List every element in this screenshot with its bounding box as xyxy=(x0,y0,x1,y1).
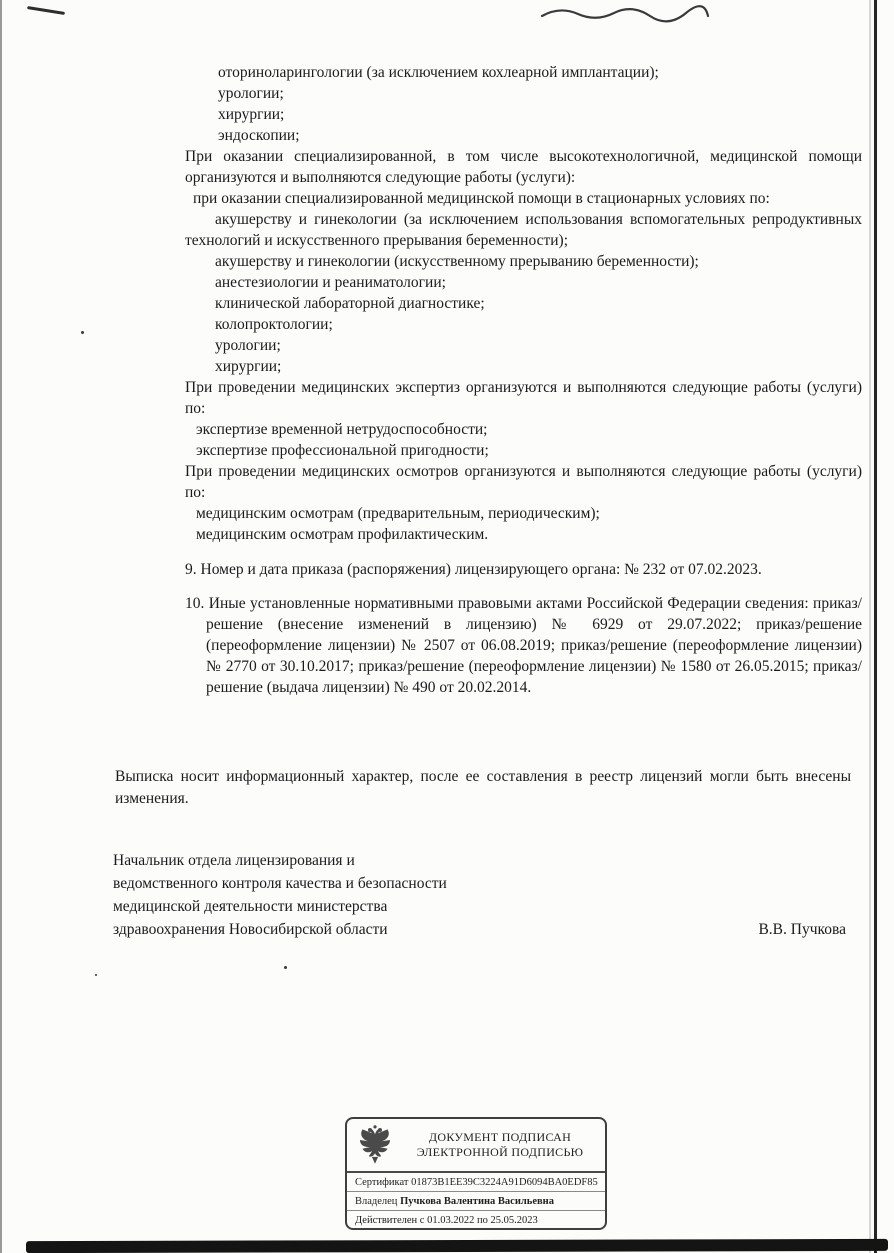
signer-position-line: медицинской деятельности министерства xyxy=(113,898,388,915)
list-item: экспертизе профессиональной пригодности; xyxy=(196,442,489,459)
list-item: эндоскопии; xyxy=(218,127,300,144)
scan-speck xyxy=(81,331,84,334)
service-list-top xyxy=(185,62,862,146)
scan-edge-left xyxy=(0,0,2,1253)
stamp-certificate-label: Сертификат xyxy=(355,1176,409,1188)
stamp-owner-value: Пучкова Валентина Васильевна xyxy=(400,1195,554,1207)
scan-edge-shadow-right xyxy=(869,0,871,1253)
service-list-examinations xyxy=(185,503,862,545)
scan-edge-right xyxy=(874,0,877,1253)
signature-block xyxy=(113,849,846,941)
signer-name: В.В. Пучкова xyxy=(758,921,846,938)
list-item: урологии; xyxy=(218,85,284,102)
stamp-title-line: ЭЛЕКТРОННОЙ ПОДПИСЬЮ xyxy=(416,1145,584,1159)
stamp-validity-value: с 01.03.2022 по 25.05.2023 xyxy=(419,1214,538,1226)
digital-signature-stamp xyxy=(345,1117,607,1230)
stamp-owner-row xyxy=(347,1191,605,1210)
stamp-title xyxy=(403,1130,597,1160)
list-item: хирургии; xyxy=(215,358,282,375)
list-item: клинической лабораторной диагностике; xyxy=(215,295,485,312)
list-item: акушерству и гинекологии (искусственному прерыванию беременности); xyxy=(215,253,699,270)
paragraph-specialized-care: При оказании специализированной, в том числе высокотехнологичной, медицинской помощи организуются и выполняются следующие работы (услуги): xyxy=(185,148,862,186)
list-item: медицинским осмотрам (предварительным, периодическим); xyxy=(196,505,600,522)
stamp-certificate-row xyxy=(347,1173,605,1191)
paragraph-medical-expertise: При проведении медицинских экспертиз организуются и выполняются следующие работы (услуги) по: xyxy=(185,379,862,417)
scan-artifact-squiggle xyxy=(540,3,710,25)
list-item: экспертизе временной нетрудоспособности; xyxy=(196,421,488,438)
stamp-details xyxy=(347,1171,605,1230)
stamp-validity-row xyxy=(347,1210,605,1229)
signer-position-line: Начальник отдела лицензирования и xyxy=(113,852,355,869)
clause-10-other-info: 10. Иные установленные нормативными правовыми актами Российской Федерации сведения: приказ/решение (внесение изменений в лицензию) № 6929 от 29.07.2022; приказ/решение (переоформление лицензии) № 2507 от 06.08.2019; приказ/решение (переоформление лицензии) № 2770 от 30.10.2017; приказ/решение (переоформление лицензии) № 1580 от 26.05.2015; приказ/решение (выдача лицензии) № 490 от 20.02.2014. xyxy=(185,595,862,696)
list-item: урологии; xyxy=(215,337,281,354)
list-item: акушерству и гинекологии (за исключением использования вспомогательных репродуктивных технологий и искусственного прерывания беременности); xyxy=(185,211,862,249)
stamp-owner-label: Владелец xyxy=(355,1195,398,1207)
list-item: оториноларингологии (за исключением кохлеарной имплантации); xyxy=(218,64,659,81)
coat-of-arms-icon xyxy=(355,1124,395,1166)
paragraph-inpatient-care: при оказании специализированной медицинской помощи в стационарных условиях по: xyxy=(193,190,770,207)
scan-speck xyxy=(95,974,97,976)
stamp-validity-label: Действителен xyxy=(355,1214,418,1226)
scan-artifact-mark xyxy=(27,6,65,15)
stamp-title-line: ДОКУМЕНТ ПОДПИСАН xyxy=(428,1130,572,1144)
stamp-header xyxy=(347,1119,605,1171)
list-item: колопроктологии; xyxy=(215,316,333,333)
stamp-certificate-value: 01873B1EE39C3224A91D6094BA0EDF85 xyxy=(411,1176,598,1188)
list-item: анестезиологии и реаниматологии; xyxy=(215,274,446,291)
list-item: хирургии; xyxy=(218,106,285,123)
list-item: медицинским осмотрам профилактическим. xyxy=(196,526,489,543)
informational-note: Выписка носит информационный характер, после ее составления в реестр лицензий могли быть внесены изменения. xyxy=(115,768,851,807)
signer-position-line: ведомственного контроля качества и безопасности xyxy=(113,875,447,892)
service-list-expertise xyxy=(185,419,862,461)
paragraph-medical-examinations: При проведении медицинских осмотров организуются и выполняются следующие работы (услуги) по: xyxy=(185,463,862,501)
signer-position xyxy=(113,849,447,941)
service-list-inpatient xyxy=(185,209,862,377)
document-body xyxy=(185,62,862,698)
scan-edge-bottom xyxy=(26,1239,888,1253)
scan-speck xyxy=(284,966,287,969)
signer-position-line: здравоохранения Новосибирской области xyxy=(113,921,388,938)
clause-9-order-number: 9. Номер и дата приказа (распоряжения) лицензирующего органа: № 232 от 07.02.2023. xyxy=(185,561,762,578)
